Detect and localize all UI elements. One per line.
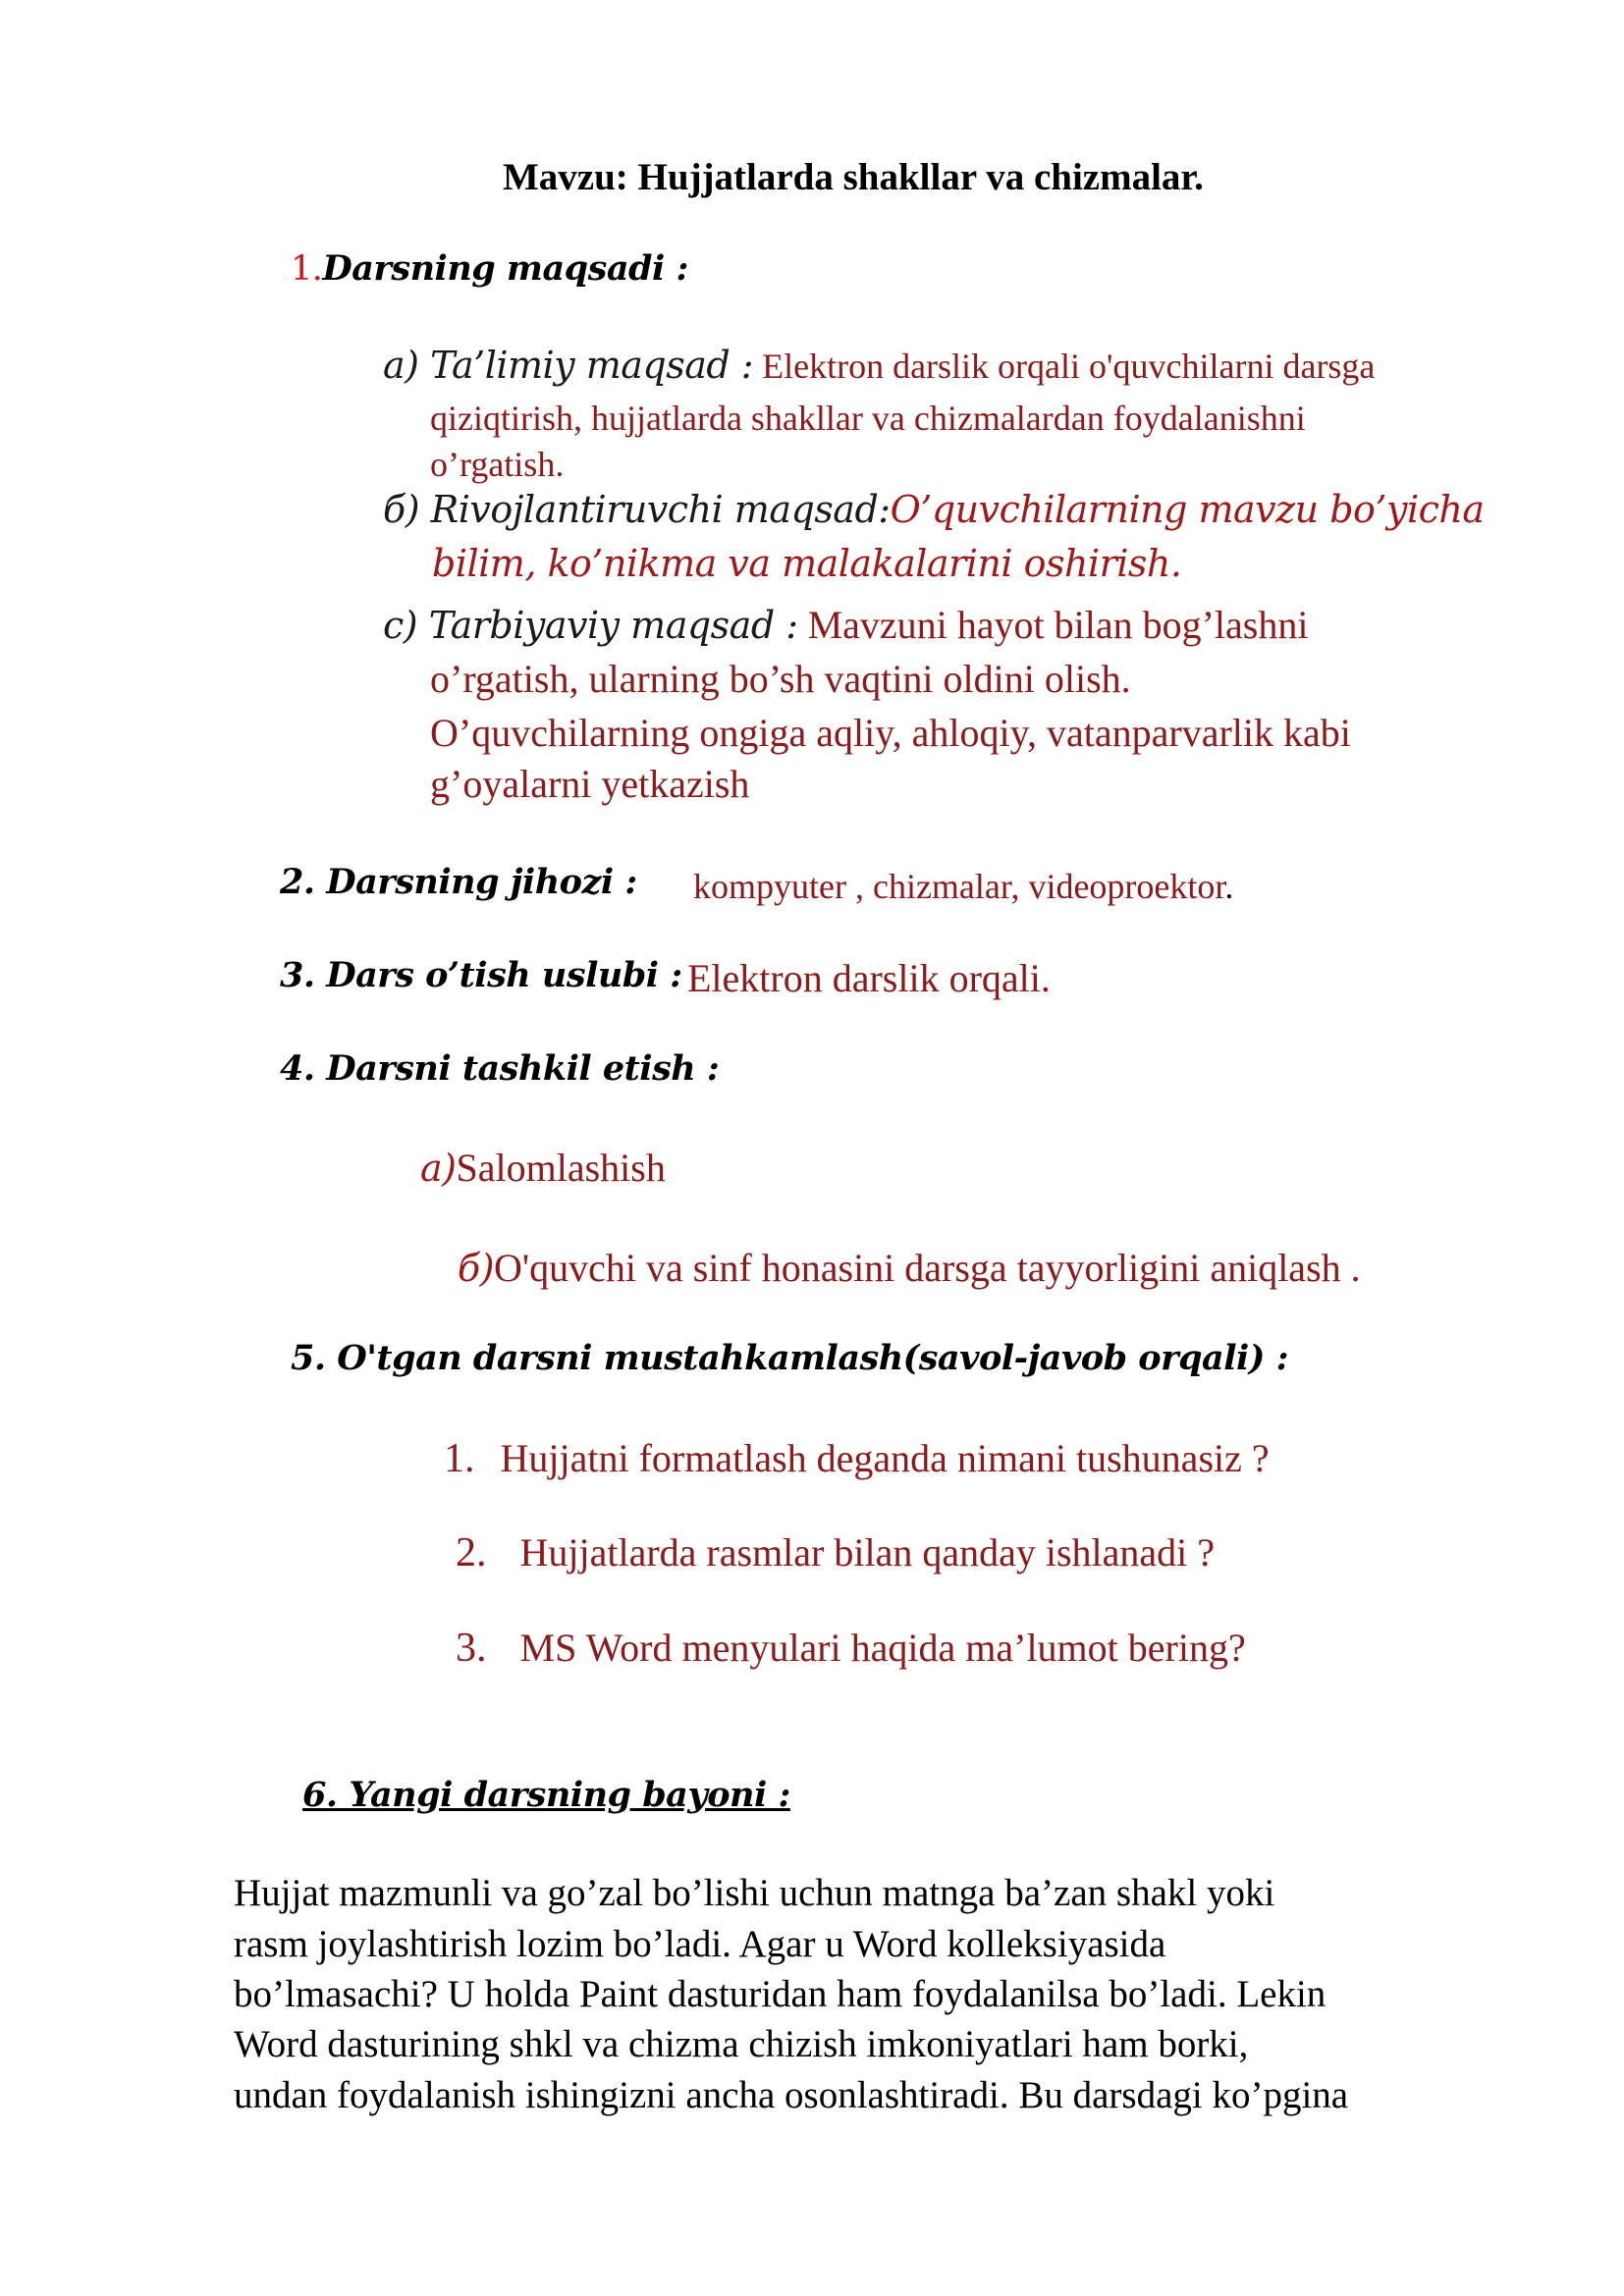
organize-b-marker: б) <box>458 1247 495 1290</box>
organize-item-b <box>458 1245 1361 1291</box>
section-3-heading: 3. Dars o’tish uslubi : <box>280 955 682 995</box>
method-text: Elektron darslik orqali. <box>687 956 1051 1000</box>
organize-a-marker: a) <box>420 1147 457 1190</box>
question-2-number: 2. <box>456 1530 487 1575</box>
question-2 <box>456 1529 1215 1576</box>
goal-c-line-1 <box>383 602 1308 648</box>
section-5-heading: 5. O'tgan darsni mustahkamlash(savol-javob orqali) : <box>291 1338 1288 1378</box>
goal-b-label: б) Rivojlantiruvchi maqsad: <box>383 488 891 531</box>
goal-c-text-1: Mavzuni hayot bilan bog’lashni <box>797 603 1309 647</box>
question-2-text: Hujjatlarda rasmlar bilan qanday ishlanadi ? <box>519 1530 1216 1575</box>
section-6-heading: 6. Yangi darsning bayoni : <box>302 1775 790 1815</box>
goal-b-text-1: O’quvchilarning mavzu bo’yicha <box>890 488 1485 531</box>
equipment-period: . <box>1224 867 1234 906</box>
paragraph-line-2: rasm joylashtirish lozim bo’ladi. Agar u Word kolleksiyasida <box>234 1923 1166 1965</box>
goal-b-line-1 <box>383 488 1485 531</box>
paragraph-line-3: bo’lmasachi? U holda Paint dasturidan ham foydalanilsa bo’ladi. Lekin <box>234 1973 1326 2015</box>
paragraph-line-4: Word dasturining shkl va chizma chizish imkoniyatlari ham borki, <box>234 2023 1249 2065</box>
goal-a-label: a) Ta’limiy maqsad : <box>383 344 754 387</box>
paragraph-line-1: Hujjat mazmunli va go’zal bo’lishi uchun matnga ba’zan shakl yoki <box>234 1872 1275 1914</box>
goal-c-label: c) Tarbiyaviy maqsad : <box>383 604 798 647</box>
section-1-heading <box>291 248 688 289</box>
section-4-heading: 4. Darsni tashkil etish : <box>280 1048 720 1089</box>
question-3-text: MS Word menyulari haqida ma’lumot bering? <box>519 1626 1246 1670</box>
organize-b-text: O'quvchi va sinf honasini darsga tayyorligini aniqlash . <box>494 1246 1361 1290</box>
page-title: Mavzu: Hujjatlarda shakllar va chizmalar. <box>503 156 1204 198</box>
goal-c-text-4: g’oyalarni yetkazish <box>430 762 750 806</box>
goal-a-text-2: qiziqtirish, hujjatlarda shakllar va chizmalardan foydalanishni <box>430 399 1306 438</box>
goal-c-text-2: o’rgatish, ularning bo’sh vaqtini oldini olish. <box>430 657 1131 701</box>
organize-a-text: Salomlashish <box>456 1146 666 1190</box>
goal-b-text-2: bilim, ko’nikma va malakalarini oshirish. <box>432 542 1182 585</box>
goal-a-line-1 <box>383 344 1375 387</box>
goal-a-text-3: o’rgatish. <box>430 445 565 484</box>
goal-c-text-3: O’quvchilarning ongiga aqliy, ahloqiy, vatanparvarlik kabi <box>430 711 1351 755</box>
question-1-text: Hujjatni formatlash deganda nimani tushunasiz ? <box>500 1436 1270 1480</box>
equipment-list: kompyuter , chizmalar, videoproektor <box>693 867 1225 906</box>
section-1-number: 1. <box>291 249 323 289</box>
section-2-heading: 2. Darsning jihozi : <box>280 862 637 902</box>
question-1 <box>444 1435 1270 1482</box>
equipment-text <box>693 866 1233 907</box>
organize-item-a <box>420 1145 666 1191</box>
question-3-number: 3. <box>456 1626 487 1671</box>
section-1-title: Darsning maqsadi : <box>322 248 688 289</box>
question-1-number: 1. <box>444 1436 475 1481</box>
paragraph-line-5: undan foydalanish ishingizni ancha osonlashtiradi. Bu darsdagi ko’pgina <box>234 2074 1349 2116</box>
question-3 <box>456 1625 1246 1672</box>
goal-a-text-1: Elektron darslik orqali o'quvchilarni darsga <box>753 347 1376 386</box>
